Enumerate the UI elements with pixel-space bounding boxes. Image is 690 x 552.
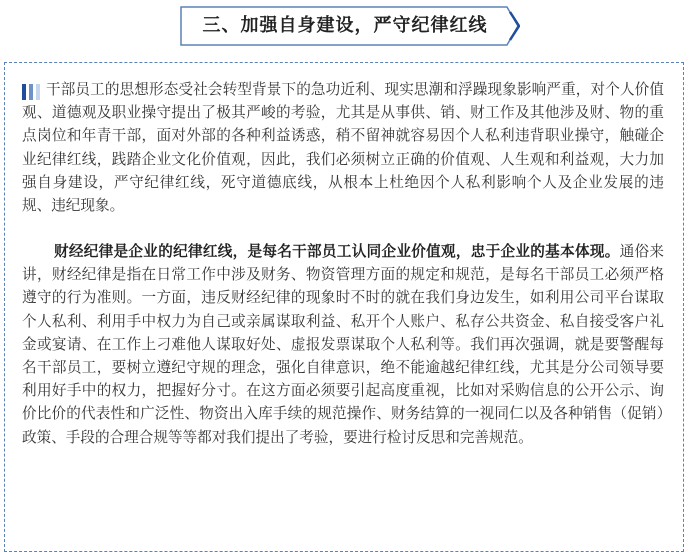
- section-title: 三、加强自身建设，严守纪律红线: [202, 15, 488, 36]
- paragraph-1: 干部员工的思想形态受社会转型背景下的急功近利、现实思潮和浮躁现象影响严重，对个人价值观、道德观及职业操守提出了极其严峻的考验，尤其是从事供、销、财工作及其他涉及财、物的重点岗位和年青干部，面对外部的各种利益诱惑，稍不留神就容易因个人私利违背职业操守，触碰企业纪律红线，践踏企业文化价值观，因此，我们必须树立正确的价值观、人生观和利益观，大力加强自身建设，严守纪律红线，死守道德底线，从根本上杜绝因个人私利影响个人及企业发展的违规、违纪现象。: [22, 81, 664, 215]
- paragraph-2-lead: 财经纪律是企业的纪律红线，是每名干部员工认同企业价值观，忠于企业的基本体现。: [54, 243, 620, 260]
- section-title-banner: [180, 6, 520, 46]
- paragraph-2: [22, 240, 664, 449]
- paragraph-2-body: 通俗来讲，财经纪律是指在日常工作中涉及财务、物资管理方面的规定和规范，是每名干部员工必须严格遵守的行为准则。一方面，违反财经纪律的现象时不时的就在我们身边发生，如利用公司平台谋取个人私利、利用手中权力为自己或亲属谋取利益、私开个人账户、私存公共资金、私自接受客户礼金或宴请、在工作上刁难他人谋取好处、虚报发票谋取个人私利等。我们再次强调，就是要警醒每名干部员工，要树立遵纪守规的理念，强化自律意识，绝不能逾越纪律红线，尤其是分公司领导要利用好手中的权力，把握好分寸。在这方面必须要引起高度重视，比如对采购信息的公开公示、询价比价的代表性和广泛性、物资出入库手续的规范操作、财务结算的一视同仁以及各种销售（促销）政策、手段的合理合规等等都对我们提出了考验，要进行检讨反思和完善规范。: [22, 243, 664, 446]
